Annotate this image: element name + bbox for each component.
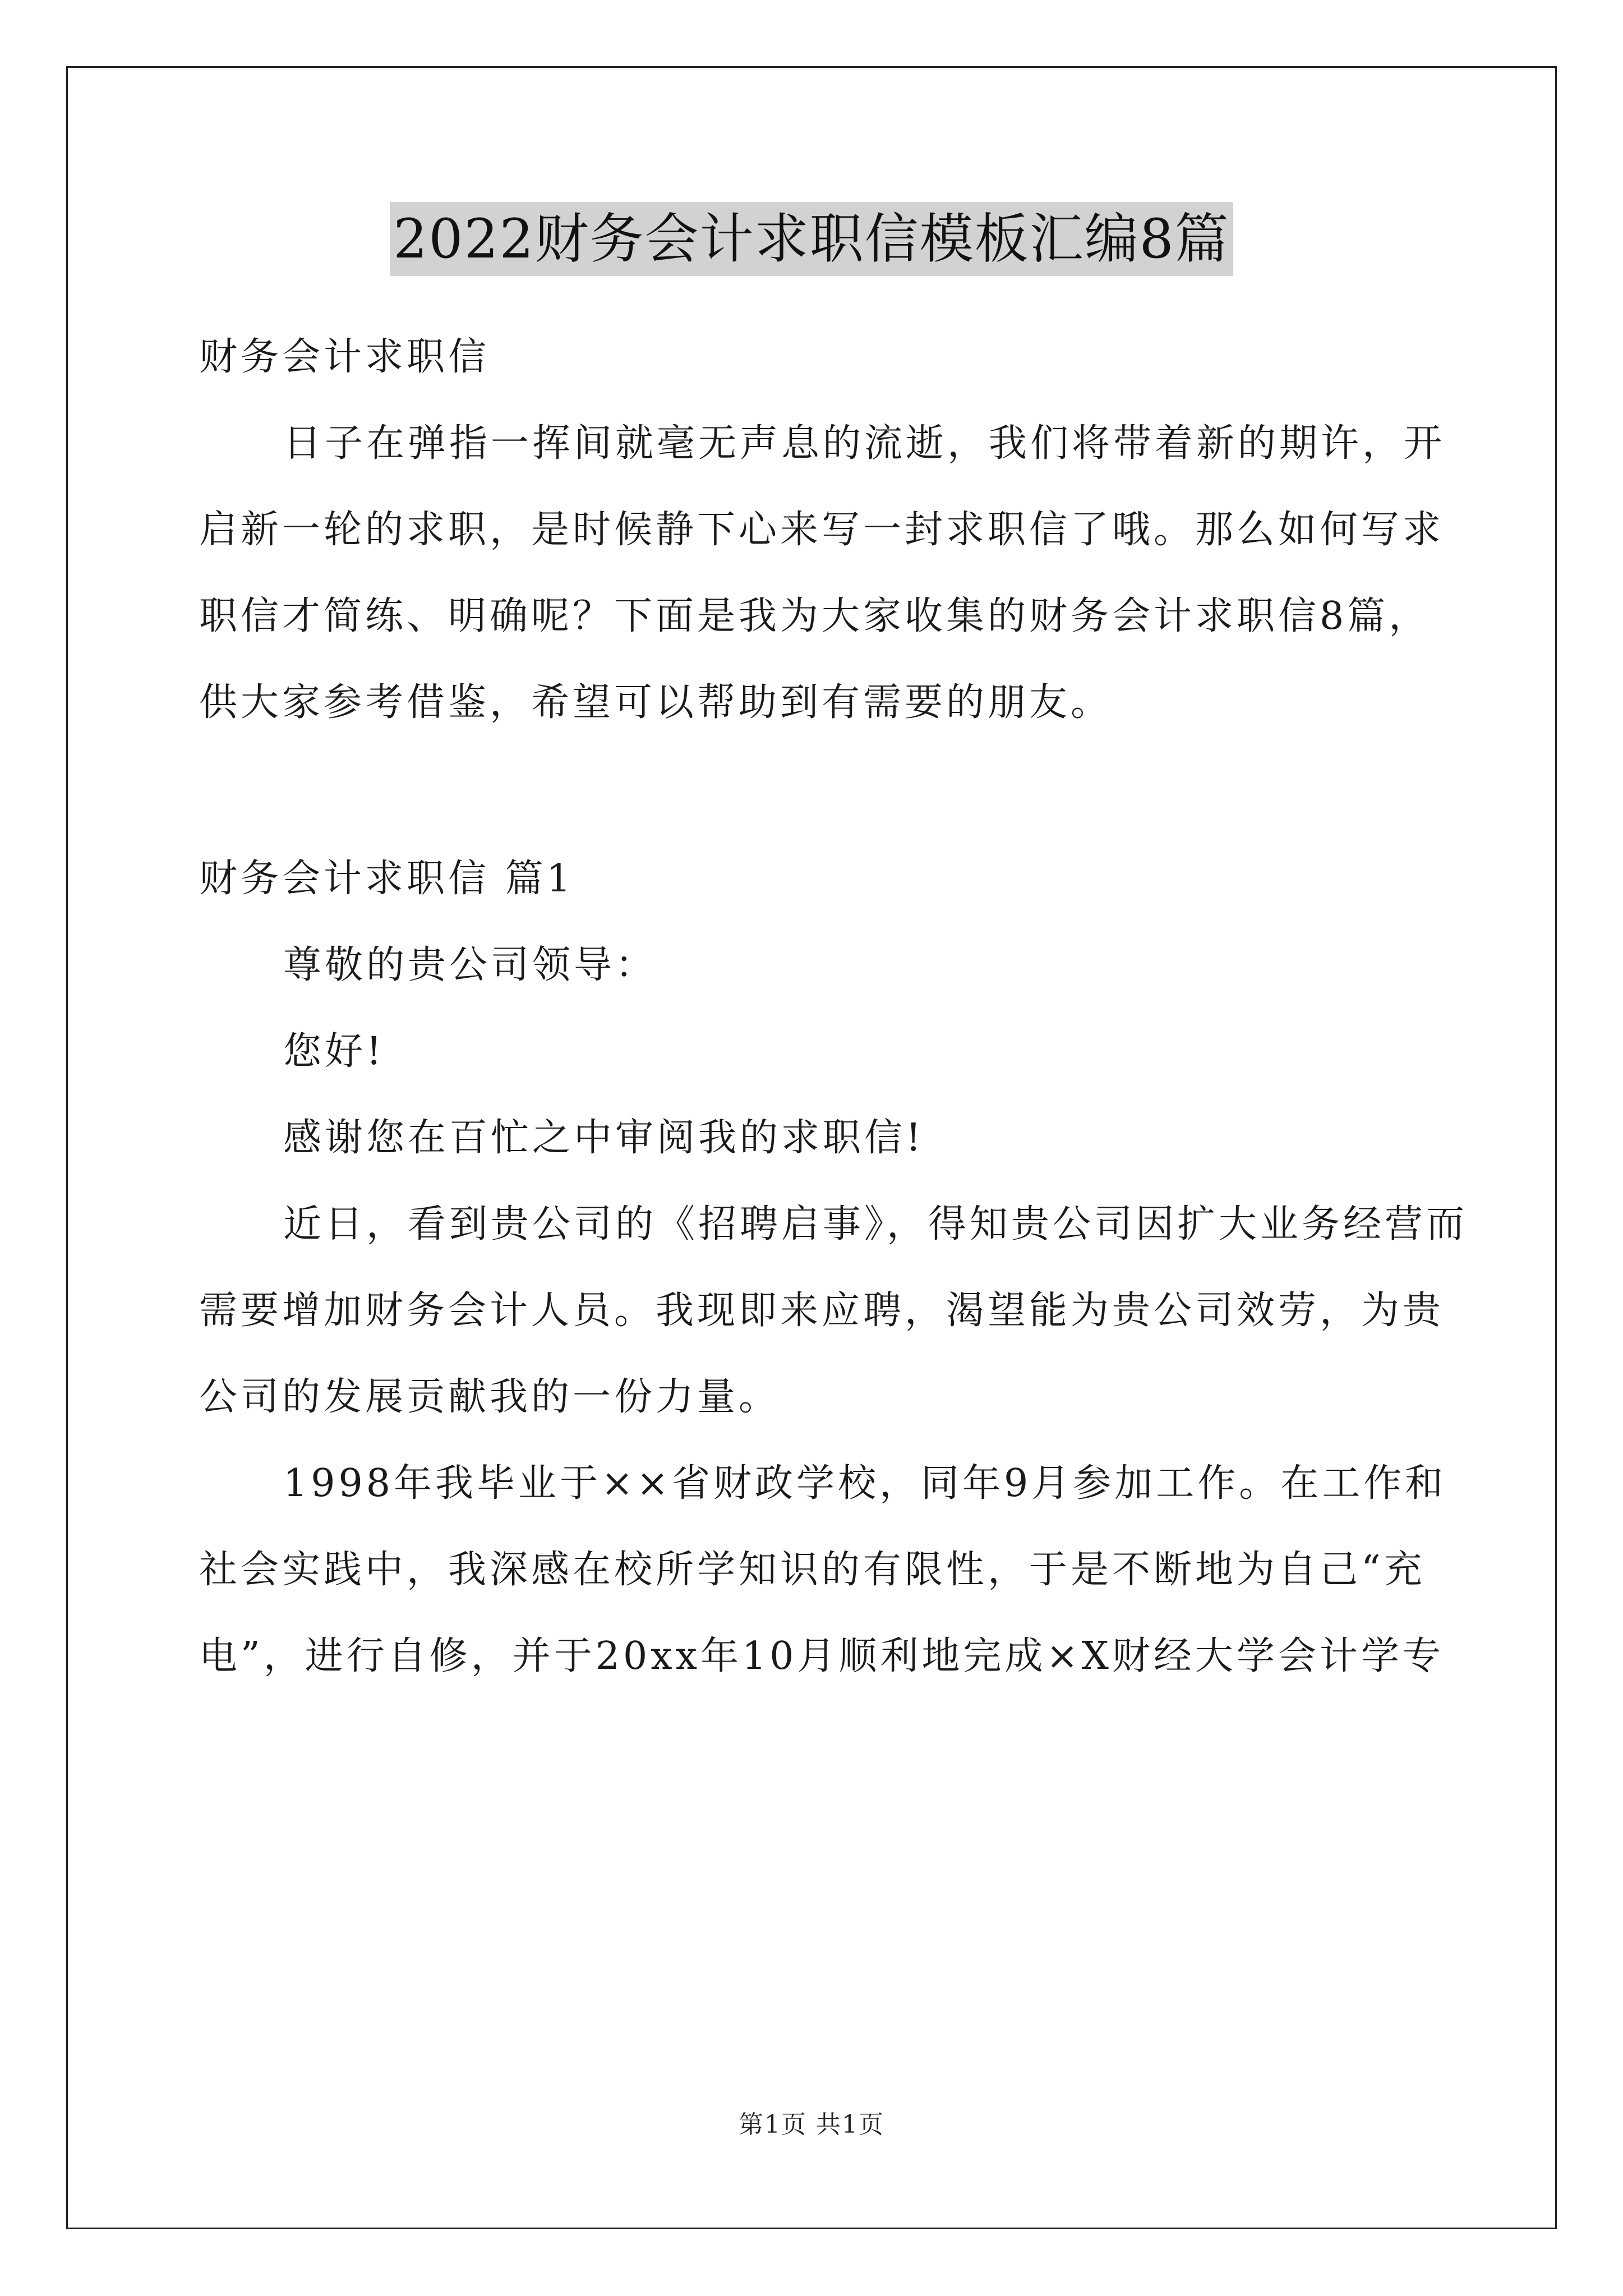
greeting: 您好! (283, 1029, 385, 1074)
paragraph-1 (199, 1181, 1468, 1441)
intro-line: 职信才简练、明确呢？下面是我为大家收集的财务会计求职信8篇， (199, 594, 1431, 638)
paragraph-line: 近日，看到贵公司的《招聘启事》，得知贵公司因扩大业务经营而 (283, 1202, 1468, 1246)
page-number-footer: 第1页 共1页 (739, 2110, 884, 2139)
thanks-line: 感谢您在百忙之中审阅我的求职信! (283, 1116, 925, 1160)
paragraph-line: 社会实践中，我深感在校所学知识的有限性，于是不断地为自己“充 (199, 1548, 1426, 1592)
spacer (199, 746, 1427, 836)
intro-line: 供大家参考借鉴，希望可以帮助到有需要的朋友。 (199, 680, 1113, 725)
intro-heading: 财务会计求职信 (199, 335, 490, 379)
intro-line: 日子在弹指一挥间就毫无声息的流逝，我们将带着新的期许，开 (283, 421, 1446, 466)
paragraph-line: 电”，进行自修，并于20xx年10月顺利地完成×X财经大学会计学专 (199, 1634, 1444, 1678)
intro-line: 启新一轮的求职，是时候静下心来写一封求职信了哦。那么如何写求 (199, 508, 1445, 552)
salutation: 尊敬的贵公司领导： (283, 943, 657, 987)
document-body (199, 314, 1468, 1700)
paragraph-line: 需要增加财务会计人员。我现即来应聘，渴望能为贵公司效劳，为贵 (199, 1289, 1445, 1333)
intro-paragraph (199, 401, 1446, 746)
paragraph-line: 公司的发展贡献我的一份力量。 (199, 1375, 781, 1419)
paragraph-2 (199, 1441, 1447, 1700)
title-wrapper (0, 202, 1623, 276)
section-1-heading: 财务会计求职信 篇1 (199, 857, 574, 901)
paragraph-line: 1998年我毕业于××省财政学校，同年9月参加工作。在工作和 (283, 1461, 1447, 1506)
document-title: 2022财务会计求职信模板汇编8篇 (390, 202, 1233, 276)
